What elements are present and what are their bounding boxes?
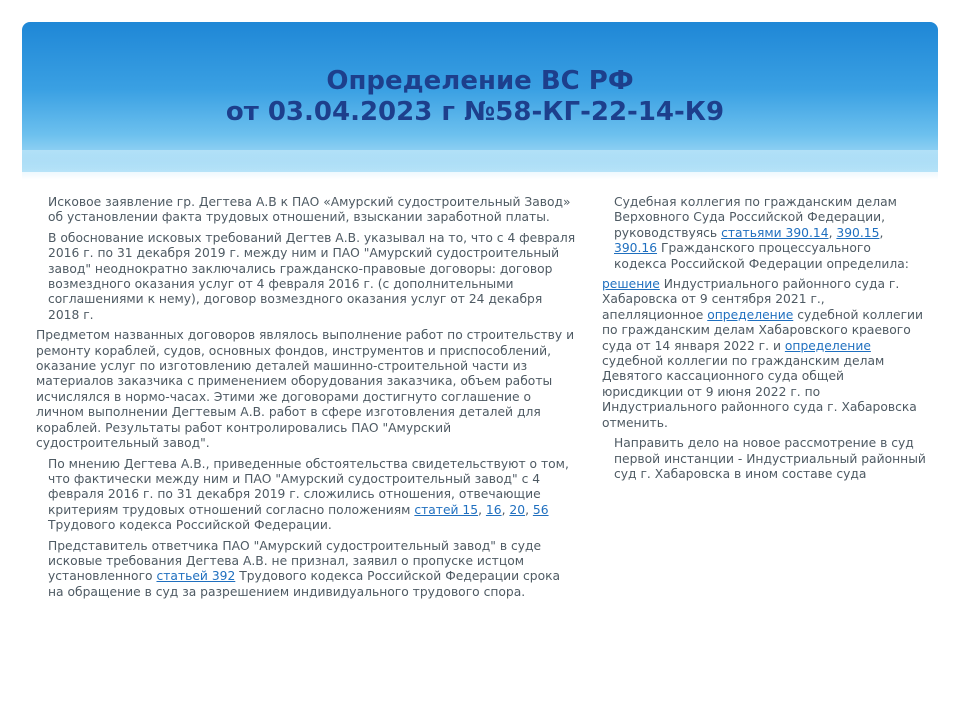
left-paragraph-1: Исковое заявление гр. Дегтева А.В к ПАО «Амурский судостроительный Завод» об установлении факта трудовых отношений, взыскании заработной платы. — [48, 195, 571, 225]
link-separator: , — [879, 225, 884, 240]
left-column — [36, 195, 576, 605]
right-paragraph-2-text-2: судебной коллегии по гражданским делам Хабаровского краевого суда от 14 января 2022 г. и — [602, 307, 924, 353]
right-paragraph-2-text-1: Индустриального районного суда г. Хабаровска от 9 сентября 2021 г., апелляционное — [602, 277, 900, 322]
left-paragraph-2: В обоснование исковых требований Дегтев А.В. указывал на то, что с 4 февраля 2016 г. по 31 декабря 2019 г. между ним и ПАО "Амурский судостроительный завод" неоднократно заключались гражданско-правовые договоры: договор возмездного оказания услуг от 4 февраля 2016 г. (с дополнительными соглашениями к нему), договор возмездного оказания услуг от 24 декабря 2018 г. — [48, 230, 576, 322]
link-article-390-15[interactable]: 390.15 — [836, 225, 880, 240]
link-article-20[interactable]: 20 — [509, 502, 526, 517]
right-paragraph-3: Направить дело на новое рассмотрение в суд первой инстанции - Индустриальный районный суд г. Хабаровска в ином составе суда — [614, 436, 926, 481]
left-paragraph-4 — [36, 457, 576, 534]
link-separator: , — [501, 502, 510, 517]
link-decision[interactable]: решение — [602, 277, 660, 292]
right-column — [602, 195, 927, 487]
link-article-390-14[interactable]: статьями 390.14 — [721, 225, 829, 240]
link-article-15[interactable]: статей 15 — [414, 502, 479, 517]
right-paragraph-2 — [602, 277, 927, 431]
link-separator: , — [828, 225, 837, 240]
link-article-390-16[interactable]: 390.16 — [614, 241, 658, 256]
title-line-2: от 03.04.2023 г №58-КГ-22-14-К9 — [225, 97, 725, 127]
left-paragraph-5-text: Представитель ответчика ПАО "Амурский судостроительный завод" в суде исковые требования Дегтева А.В. не признал, заявил о пропуске истцом установленного — [48, 538, 542, 584]
left-paragraph-4-text: По мнению Дегтева А.В., приведенные обстоятельства свидетельствуют о том, что фактически между ним и ПАО "Амурский судостроительный завод" с 4 февраля 2016 г. по 31 декабря 2019 г. сложились отношения, отвечающие критериям трудовых отношений согласно положениям — [48, 456, 569, 517]
right-paragraph-1 — [602, 195, 927, 272]
link-article-16[interactable]: 16 — [485, 502, 502, 517]
left-paragraph-5-tail: Трудового кодекса Российской Федерации срока на обращение в суд за разрешением индивидуального трудового спора. — [48, 569, 561, 599]
link-article-392[interactable]: статьей 392 — [156, 569, 236, 584]
page-title — [22, 66, 938, 128]
link-cassation-ruling[interactable]: определение — [784, 338, 871, 353]
left-paragraph-5 — [36, 539, 576, 601]
link-separator: , — [478, 502, 486, 517]
right-paragraph-1-text: Судебная коллегия по гражданским делам Верховного Суда Российской Федерации, руководствуясь — [614, 195, 897, 240]
right-paragraph-2-text-3: судебной коллегии по гражданским делам Девятого кассационного суда общей юрисдикции от 9 июня 2022 г. по Индустриального районного суда г. Хабаровска отменить. — [602, 354, 917, 430]
left-paragraph-4-tail: Трудового кодекса Российской Федерации. — [48, 518, 332, 533]
banner-fade — [22, 150, 938, 180]
link-appeal-ruling[interactable]: определение — [707, 307, 794, 322]
left-paragraph-3: Предметом названных договоров являлось выполнение работ по строительству и ремонту кораблей, судов, основных фондов, инструментов и приспособлений, оказание услуг по изготовлению деталей машинно-строительной части из материалов заказчика с применением оборудования заказчика, объем работы исчислялся в нормо-часах. Этими же договорами достигнуто соглашение о личном выполнении Дегтевым А.В. работ в сфере изготовления деталей для кораблей. Результаты работ контролировались ПАО "Амурский судостроительный завод". — [36, 328, 575, 451]
right-paragraph-1-tail: Гражданского процессуального кодекса Российской Федерации определила: — [614, 241, 909, 271]
title-line-1: Определение ВС РФ — [326, 66, 634, 96]
link-separator: , — [525, 502, 533, 517]
link-article-56[interactable]: 56 — [532, 502, 549, 517]
